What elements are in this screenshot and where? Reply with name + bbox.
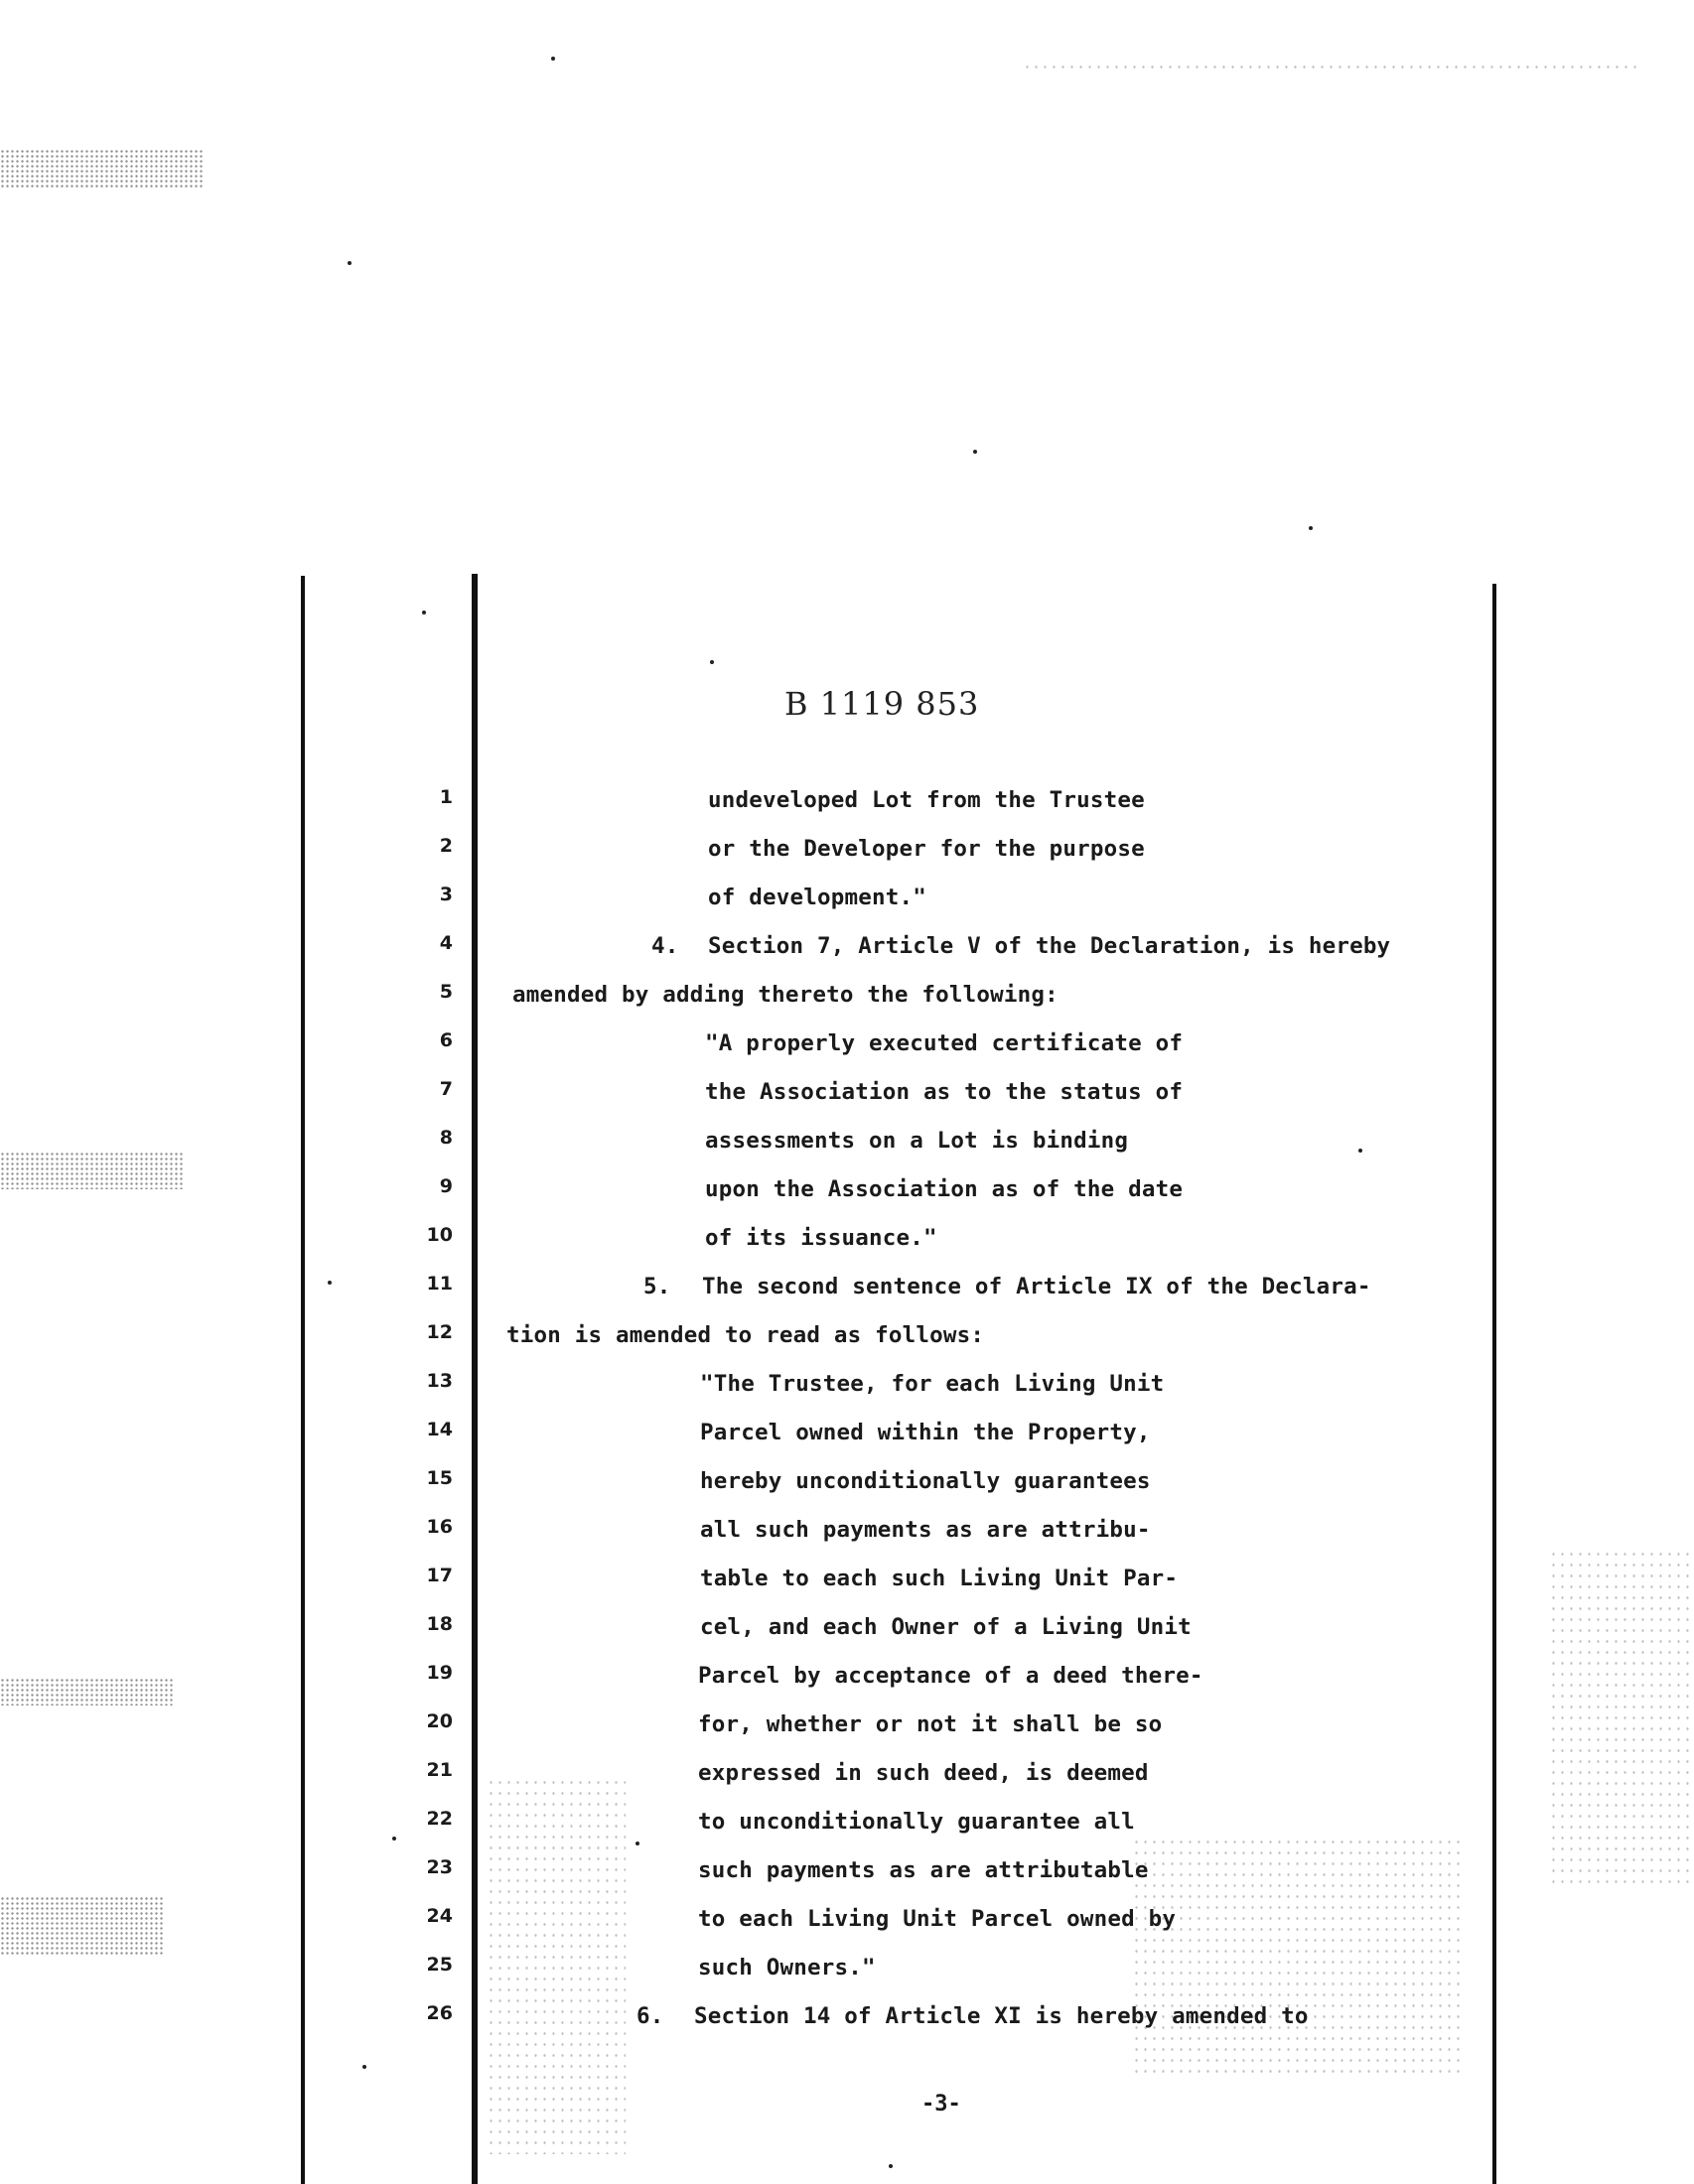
paragraph-number: 4.: [651, 933, 679, 959]
text-line: all such payments as are attribu-: [700, 1517, 1151, 1543]
text-line: tion is amended to read as follows:: [506, 1322, 985, 1348]
text-line: hereby unconditionally guarantees: [700, 1468, 1151, 1494]
speck: [348, 261, 352, 265]
text-line: undeveloped Lot from the Trustee: [708, 787, 1145, 813]
line-number: 20: [426, 1710, 453, 1732]
line-number: 3: [439, 884, 453, 905]
speck: [973, 450, 977, 454]
line-number: 18: [426, 1613, 453, 1635]
line-number: 12: [426, 1321, 453, 1343]
text-line: or the Developer for the purpose: [708, 836, 1145, 862]
line-number: 6: [439, 1029, 453, 1051]
speck: [635, 1842, 639, 1845]
text-line: Section 14 of Article XI is hereby amended to: [694, 2003, 1309, 2029]
line-number: 25: [426, 1954, 453, 1976]
line-number: 21: [426, 1759, 453, 1781]
left-edge-bracket: [301, 576, 305, 2184]
text-line: of development.": [708, 885, 926, 910]
text-line: upon the Association as of the date: [705, 1176, 1184, 1202]
speck: [362, 2065, 366, 2069]
line-number: 8: [439, 1127, 453, 1149]
text-line: the Association as to the status of: [705, 1079, 1184, 1105]
line-number: 14: [426, 1419, 453, 1440]
text-line: Parcel by acceptance of a deed there-: [698, 1663, 1203, 1689]
text-line: for, whether or not it shall be so: [698, 1711, 1163, 1737]
line-number: 13: [426, 1370, 453, 1392]
line-number: 23: [426, 1856, 453, 1878]
line-number: 11: [426, 1273, 453, 1295]
scan-stipple-bottom-left: [487, 1777, 626, 2154]
text-line: to each Living Unit Parcel owned by: [698, 1906, 1177, 1932]
text-line: assessments on a Lot is binding: [705, 1128, 1129, 1154]
right-margin-rule: [1492, 584, 1496, 2184]
scan-noise-left-1: [0, 1152, 184, 1189]
speck: [889, 2164, 893, 2168]
page-number: -3-: [921, 2092, 961, 2116]
line-number: 5: [439, 981, 453, 1003]
line-number: 19: [426, 1662, 453, 1684]
text-line: of its issuance.": [705, 1225, 937, 1251]
text-line: The second sentence of Article IX of the Declara-: [702, 1274, 1371, 1299]
speck: [328, 1281, 332, 1285]
speck: [1309, 526, 1313, 530]
line-number: 7: [439, 1078, 453, 1100]
text-line: expressed in such deed, is deemed: [698, 1760, 1149, 1786]
line-number: 26: [426, 2002, 453, 2024]
speck: [551, 57, 555, 61]
speck: [422, 611, 426, 614]
scan-stipple-top-strip: [1023, 62, 1638, 73]
line-number: 9: [439, 1175, 453, 1197]
speck: [392, 1837, 396, 1841]
text-line: Parcel owned within the Property,: [700, 1420, 1151, 1445]
line-number: 15: [426, 1467, 453, 1489]
book-page-stamp: B 1119 853: [784, 685, 980, 723]
line-number: 16: [426, 1516, 453, 1538]
speck: [1358, 1149, 1362, 1153]
text-line: such Owners.": [698, 1955, 876, 1980]
scan-noise-top-left: [0, 149, 204, 189]
speck: [710, 660, 714, 664]
text-line: Section 7, Article V of the Declaration, is hereby: [708, 933, 1391, 959]
text-line: to unconditionally guarantee all: [698, 1809, 1135, 1835]
line-number: 17: [426, 1565, 453, 1586]
text-line: "A properly executed certificate of: [705, 1030, 1184, 1056]
text-line: amended by adding thereto the following:: [512, 982, 1059, 1008]
paragraph-number: 5.: [643, 1274, 671, 1299]
line-number: 2: [439, 835, 453, 857]
left-margin-rule: [472, 574, 478, 2184]
text-line: "The Trustee, for each Living Unit: [700, 1371, 1165, 1397]
line-number: 1: [439, 786, 453, 808]
text-line: cel, and each Owner of a Living Unit: [700, 1614, 1192, 1640]
line-number: 22: [426, 1808, 453, 1830]
line-number: 4: [439, 932, 453, 954]
line-number: 24: [426, 1905, 453, 1927]
scan-noise-left-3: [0, 1896, 164, 1956]
scan-stipple-bottom-right: [1132, 1837, 1460, 2075]
text-line: table to each such Living Unit Par-: [700, 1566, 1179, 1591]
paragraph-number: 6.: [636, 2003, 664, 2029]
text-line: such payments as are attributable: [698, 1857, 1149, 1883]
scan-stipple-right-edge: [1549, 1549, 1694, 1886]
line-number: 10: [426, 1224, 453, 1246]
scan-noise-left-2: [0, 1678, 174, 1706]
